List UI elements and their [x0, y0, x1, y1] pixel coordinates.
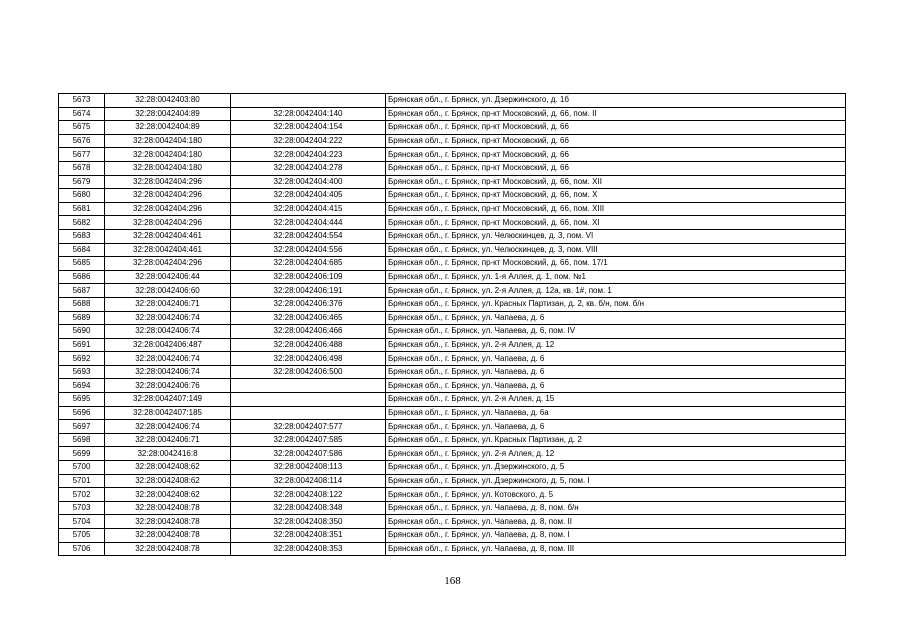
- table-row: [59, 365, 846, 379]
- row-number-cell: 5685: [59, 257, 105, 271]
- address-cell: Брянская обл., г. Брянск, ул. Дзержинского, д. 5: [386, 461, 846, 475]
- cadastral-number-cell: [231, 393, 386, 407]
- row-number-cell: 5679: [59, 175, 105, 189]
- parent-cadastral-number-cell: 32:28:0042406:44: [105, 270, 231, 284]
- parent-cadastral-number-cell: 32:28:0042408:78: [105, 515, 231, 529]
- address-cell: Брянская обл., г. Брянск, ул. 1-я Аллея, д. 1, пом. №1: [386, 270, 846, 284]
- table-row: [59, 325, 846, 339]
- table-row: [59, 107, 846, 121]
- cadastral-number-cell: 32:28:0042408:353: [231, 542, 386, 556]
- parent-cadastral-number-cell: 32:28:0042404:89: [105, 121, 231, 135]
- table-row: [59, 461, 846, 475]
- row-number-cell: 5690: [59, 325, 105, 339]
- row-number-cell: 5698: [59, 433, 105, 447]
- parent-cadastral-number-cell: 32:28:0042404:180: [105, 148, 231, 162]
- parent-cadastral-number-cell: 32:28:0042408:78: [105, 529, 231, 543]
- address-cell: Брянская обл., г. Брянск, ул. 2-я Аллея, д. 12а, кв. 1#, пом. 1: [386, 284, 846, 298]
- row-number-cell: 5687: [59, 284, 105, 298]
- table-row: [59, 515, 846, 529]
- address-cell: Брянская обл., г. Брянск, пр-кт Московский, д. 66: [386, 121, 846, 135]
- cadastral-number-cell: 32:28:0042404:556: [231, 243, 386, 257]
- parent-cadastral-number-cell: 32:28:0042406:76: [105, 379, 231, 393]
- address-cell: Брянская обл., г. Брянск, ул. Чапаева, д. 6: [386, 352, 846, 366]
- parent-cadastral-number-cell: 32:28:0042406:71: [105, 297, 231, 311]
- address-cell: Брянская обл., г. Брянск, ул. Котовского, д. 5: [386, 488, 846, 502]
- row-number-cell: 5695: [59, 393, 105, 407]
- table-row: [59, 257, 846, 271]
- cadastral-number-cell: [231, 406, 386, 420]
- cadastral-number-cell: 32:28:0042408:114: [231, 474, 386, 488]
- row-number-cell: 5686: [59, 270, 105, 284]
- address-cell: Брянская обл., г. Брянск, пр-кт Московский, д. 66, пом. II: [386, 107, 846, 121]
- address-cell: Брянская обл., г. Брянск, пр-кт Московский, д. 66, пом. XI: [386, 216, 846, 230]
- address-cell: Брянская обл., г. Брянск, ул. Дзержинского, д. 5, пом. I: [386, 474, 846, 488]
- cadastral-number-cell: 32:28:0042408:351: [231, 529, 386, 543]
- table-row: [59, 447, 846, 461]
- table-row: [59, 148, 846, 162]
- address-cell: Брянская обл., г. Брянск, ул. Чапаева, д. 8, пом. II: [386, 515, 846, 529]
- row-number-cell: 5703: [59, 501, 105, 515]
- row-number-cell: 5697: [59, 420, 105, 434]
- parent-cadastral-number-cell: 32:28:0042407:185: [105, 406, 231, 420]
- table-row: [59, 161, 846, 175]
- table-row: [59, 529, 846, 543]
- row-number-cell: 5691: [59, 338, 105, 352]
- cadastral-number-cell: 32:28:0042406:191: [231, 284, 386, 298]
- row-number-cell: 5675: [59, 121, 105, 135]
- cadastral-number-cell: 32:28:0042404:415: [231, 202, 386, 216]
- row-number-cell: 5684: [59, 243, 105, 257]
- row-number-cell: 5704: [59, 515, 105, 529]
- address-cell: Брянская обл., г. Брянск, ул. Красных Партизан, д. 2: [386, 433, 846, 447]
- address-cell: Брянская обл., г. Брянск, ул. Челюскинцев, д. 3, пом. VIII: [386, 243, 846, 257]
- cadastral-number-cell: 32:28:0042406:500: [231, 365, 386, 379]
- cadastral-number-cell: 32:28:0042406:466: [231, 325, 386, 339]
- cadastral-number-cell: 32:28:0042404:685: [231, 257, 386, 271]
- parent-cadastral-number-cell: 32:28:0042406:60: [105, 284, 231, 298]
- row-number-cell: 5677: [59, 148, 105, 162]
- table-row: [59, 420, 846, 434]
- row-number-cell: 5701: [59, 474, 105, 488]
- row-number-cell: 5676: [59, 134, 105, 148]
- cadastral-number-cell: [231, 379, 386, 393]
- table-row: [59, 284, 846, 298]
- cadastral-number-cell: 32:28:0042406:109: [231, 270, 386, 284]
- table-row: [59, 229, 846, 243]
- row-number-cell: 5694: [59, 379, 105, 393]
- address-cell: Брянская обл., г. Брянск, ул. 2-я Аллея, д. 12: [386, 338, 846, 352]
- cadastral-number-cell: 32:28:0042407:577: [231, 420, 386, 434]
- address-cell: Брянская обл., г. Брянск, ул. Чапаева, д. 6: [386, 365, 846, 379]
- address-cell: Брянская обл., г. Брянск, ул. Чапаева, д. 6: [386, 311, 846, 325]
- cadastral-number-cell: 32:28:0042406:488: [231, 338, 386, 352]
- parent-cadastral-number-cell: 32:28:0042404:296: [105, 189, 231, 203]
- table-row: [59, 501, 846, 515]
- row-number-cell: 5683: [59, 229, 105, 243]
- table-row: [59, 121, 846, 135]
- table-row: [59, 270, 846, 284]
- table-row: [59, 406, 846, 420]
- cadastral-number-cell: 32:28:0042404:154: [231, 121, 386, 135]
- row-number-cell: 5702: [59, 488, 105, 502]
- parent-cadastral-number-cell: 32:28:0042416:8: [105, 447, 231, 461]
- cadastral-number-cell: 32:28:0042406:376: [231, 297, 386, 311]
- parent-cadastral-number-cell: 32:28:0042408:62: [105, 474, 231, 488]
- parent-cadastral-number-cell: 32:28:0042404:296: [105, 257, 231, 271]
- table-row: [59, 243, 846, 257]
- cadastral-number-cell: [231, 94, 386, 108]
- table-row: [59, 216, 846, 230]
- address-cell: Брянская обл., г. Брянск, ул. Чапаева, д. 8, пом. III: [386, 542, 846, 556]
- parent-cadastral-number-cell: 32:28:0042404:461: [105, 243, 231, 257]
- parent-cadastral-number-cell: 32:28:0042404:296: [105, 216, 231, 230]
- cadastral-number-cell: 32:28:0042404:140: [231, 107, 386, 121]
- address-cell: Брянская обл., г. Брянск, ул. Дзержинского, д. 1б: [386, 94, 846, 108]
- address-cell: Брянская обл., г. Брянск, ул. Челюскинцев, д. 3, пом. VI: [386, 229, 846, 243]
- row-number-cell: 5693: [59, 365, 105, 379]
- parent-cadastral-number-cell: 32:28:0042403:80: [105, 94, 231, 108]
- parent-cadastral-number-cell: 32:28:0042406:74: [105, 420, 231, 434]
- cadastral-number-cell: 32:28:0042408:113: [231, 461, 386, 475]
- parent-cadastral-number-cell: 32:28:0042406:74: [105, 365, 231, 379]
- table-row: [59, 393, 846, 407]
- address-cell: Брянская обл., г. Брянск, ул. Чапаева, д. 8, пом. I: [386, 529, 846, 543]
- address-cell: Брянская обл., г. Брянск, пр-кт Московский, д. 66: [386, 148, 846, 162]
- address-cell: Брянская обл., г. Брянск, ул. 2-я Аллея, д. 15: [386, 393, 846, 407]
- parent-cadastral-number-cell: 32:28:0042404:180: [105, 161, 231, 175]
- cadastral-number-cell: 32:28:0042407:585: [231, 433, 386, 447]
- table-row: [59, 94, 846, 108]
- table-row: [59, 338, 846, 352]
- row-number-cell: 5692: [59, 352, 105, 366]
- parent-cadastral-number-cell: 32:28:0042408:62: [105, 488, 231, 502]
- row-number-cell: 5706: [59, 542, 105, 556]
- address-cell: Брянская обл., г. Брянск, ул. Красных Партизан, д. 2, кв. б/н, пом. б/н: [386, 297, 846, 311]
- cadastral-number-cell: 32:28:0042406:465: [231, 311, 386, 325]
- cadastral-number-cell: 32:28:0042404:400: [231, 175, 386, 189]
- parent-cadastral-number-cell: 32:28:0042406:487: [105, 338, 231, 352]
- table-row: [59, 488, 846, 502]
- cadastral-number-cell: 32:28:0042404:444: [231, 216, 386, 230]
- cadastral-number-cell: 32:28:0042404:405: [231, 189, 386, 203]
- cadastral-number-cell: 32:28:0042404:222: [231, 134, 386, 148]
- page-number: 168: [444, 575, 461, 587]
- parent-cadastral-number-cell: 32:28:0042406:74: [105, 325, 231, 339]
- address-cell: Брянская обл., г. Брянск, пр-кт Московский, д. 66: [386, 134, 846, 148]
- parent-cadastral-number-cell: 32:28:0042404:296: [105, 202, 231, 216]
- parent-cadastral-number-cell: 32:28:0042408:62: [105, 461, 231, 475]
- table-row: [59, 134, 846, 148]
- table-row: [59, 542, 846, 556]
- parent-cadastral-number-cell: 32:28:0042408:78: [105, 501, 231, 515]
- parent-cadastral-number-cell: 32:28:0042406:74: [105, 352, 231, 366]
- address-cell: Брянская обл., г. Брянск, пр-кт Московский, д. 66, пом. XIII: [386, 202, 846, 216]
- address-cell: Брянская обл., г. Брянск, ул. Чапаева, д. 6: [386, 420, 846, 434]
- table-row: [59, 311, 846, 325]
- parent-cadastral-number-cell: 32:28:0042406:71: [105, 433, 231, 447]
- address-cell: Брянская обл., г. Брянск, ул. Чапаева, д. 6: [386, 379, 846, 393]
- address-cell: Брянская обл., г. Брянск, пр-кт Московский, д. 66: [386, 161, 846, 175]
- row-number-cell: 5696: [59, 406, 105, 420]
- property-registry-table: [58, 93, 846, 556]
- cadastral-number-cell: 32:28:0042406:498: [231, 352, 386, 366]
- table-row: [59, 433, 846, 447]
- parent-cadastral-number-cell: 32:28:0042404:180: [105, 134, 231, 148]
- table-row: [59, 474, 846, 488]
- cadastral-number-cell: 32:28:0042408:350: [231, 515, 386, 529]
- table-body: [59, 94, 846, 556]
- cadastral-number-cell: 32:28:0042404:278: [231, 161, 386, 175]
- table-row: [59, 202, 846, 216]
- row-number-cell: 5699: [59, 447, 105, 461]
- address-cell: Брянская обл., г. Брянск, ул. Чапаева, д. 8, пом. б/н: [386, 501, 846, 515]
- address-cell: Брянская обл., г. Брянск, пр-кт Московский, д. 66, пом. X: [386, 189, 846, 203]
- address-cell: Брянская обл., г. Брянск, ул. Чапаева, д. 6а: [386, 406, 846, 420]
- row-number-cell: 5673: [59, 94, 105, 108]
- row-number-cell: 5682: [59, 216, 105, 230]
- parent-cadastral-number-cell: 32:28:0042404:89: [105, 107, 231, 121]
- cadastral-number-cell: 32:28:0042408:122: [231, 488, 386, 502]
- row-number-cell: 5705: [59, 529, 105, 543]
- parent-cadastral-number-cell: 32:28:0042406:74: [105, 311, 231, 325]
- parent-cadastral-number-cell: 32:28:0042404:461: [105, 229, 231, 243]
- row-number-cell: 5689: [59, 311, 105, 325]
- table-row: [59, 189, 846, 203]
- address-cell: Брянская обл., г. Брянск, ул. 2-я Аллея, д. 12: [386, 447, 846, 461]
- row-number-cell: 5680: [59, 189, 105, 203]
- cadastral-number-cell: 32:28:0042407:586: [231, 447, 386, 461]
- row-number-cell: 5681: [59, 202, 105, 216]
- parent-cadastral-number-cell: 32:28:0042407:149: [105, 393, 231, 407]
- row-number-cell: 5674: [59, 107, 105, 121]
- address-cell: Брянская обл., г. Брянск, ул. Чапаева, д. 6, пом. IV: [386, 325, 846, 339]
- cadastral-number-cell: 32:28:0042408:348: [231, 501, 386, 515]
- table-row: [59, 352, 846, 366]
- parent-cadastral-number-cell: 32:28:0042404:296: [105, 175, 231, 189]
- address-cell: Брянская обл., г. Брянск, пр-кт Московский, д. 66, пом. XII: [386, 175, 846, 189]
- address-cell: Брянская обл., г. Брянск, пр-кт Московский, д. 66, пом. 17/1: [386, 257, 846, 271]
- table-row: [59, 175, 846, 189]
- table-row: [59, 379, 846, 393]
- row-number-cell: 5678: [59, 161, 105, 175]
- table-row: [59, 297, 846, 311]
- row-number-cell: 5688: [59, 297, 105, 311]
- parent-cadastral-number-cell: 32:28:0042408:78: [105, 542, 231, 556]
- cadastral-number-cell: 32:28:0042404:554: [231, 229, 386, 243]
- row-number-cell: 5700: [59, 461, 105, 475]
- cadastral-number-cell: 32:28:0042404:223: [231, 148, 386, 162]
